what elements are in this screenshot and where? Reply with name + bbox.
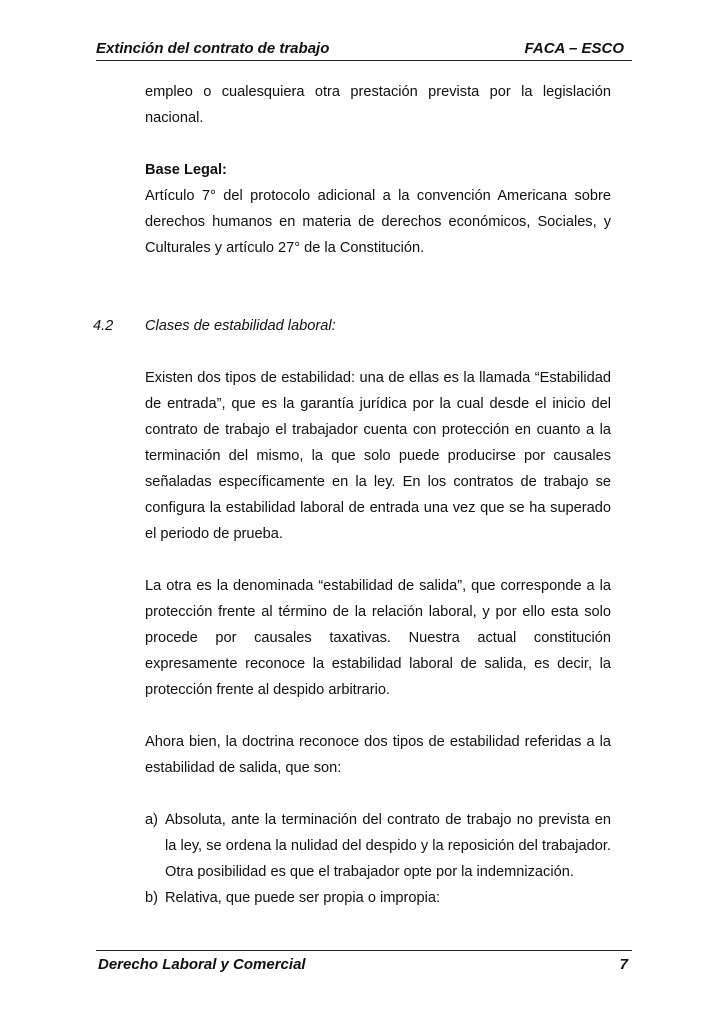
- page-footer: [96, 950, 632, 975]
- section-heading: [93, 313, 611, 339]
- list-marker: a): [145, 812, 158, 828]
- page-number: 7: [619, 956, 628, 973]
- header-institution: FACA – ESCO: [524, 40, 624, 57]
- base-legal-text: Artículo 7° del protocolo adicional a la convención Americana sobre derechos humanos en materia de derechos económicos, Sociales, y Culturales y artículo 27° de la Constitución.: [145, 188, 611, 256]
- intro-continuation: empleo o cualesquiera otra prestación prevista por la legislación nacional.: [145, 84, 611, 126]
- list-marker: b): [145, 890, 158, 906]
- section-number: 4.2: [93, 318, 114, 334]
- list-item-text: Relativa, que puede ser propia o impropia:: [165, 890, 441, 906]
- paragraph-entrada: Existen dos tipos de estabilidad: una de ellas es la llamada “Estabilidad de entrada”, que es la garantía jurídica por la cual desde el inicio del contrato de trabajo el trabajador cuenta con protección en cuanto a la terminación del mismo, la que solo puede producirse por causales señaladas específicamente en la ley. En los contratos de trabajo se configura la estabilidad laboral de entrada una vez que se ha superado el periodo de prueba.: [145, 370, 611, 542]
- document-body: [93, 79, 611, 911]
- base-legal-label: Base Legal:: [145, 162, 227, 178]
- list-item-absoluta: [145, 807, 611, 885]
- paragraph-doctrina: Ahora bien, la doctrina reconoce dos tipos de estabilidad referidas a la estabilidad de salida, que son:: [145, 734, 611, 776]
- list-item-relativa: [145, 885, 611, 911]
- list-item-text: Absoluta, ante la terminación del contrato de trabajo no prevista en la ley, se ordena la nulidad del despido y la reposición del trabajador. Otra posibilidad es que el trabajador opte por la indemnización.: [165, 812, 611, 880]
- page-header: [96, 40, 632, 61]
- paragraph-salida: La otra es la denominada “estabilidad de salida”, que corresponde a la protección frente al término de la relación laboral, y por ello esta solo procede por causales taxativas. Nuestra actual constitución expresamente reconoce la estabilidad laboral de salida, es decir, la protección frente al despido arbitrario.: [145, 578, 611, 698]
- header-title: Extinción del contrato de trabajo: [96, 40, 330, 57]
- section-title: Clases de estabilidad laboral:: [145, 318, 336, 334]
- footer-course-title: Derecho Laboral y Comercial: [98, 956, 306, 973]
